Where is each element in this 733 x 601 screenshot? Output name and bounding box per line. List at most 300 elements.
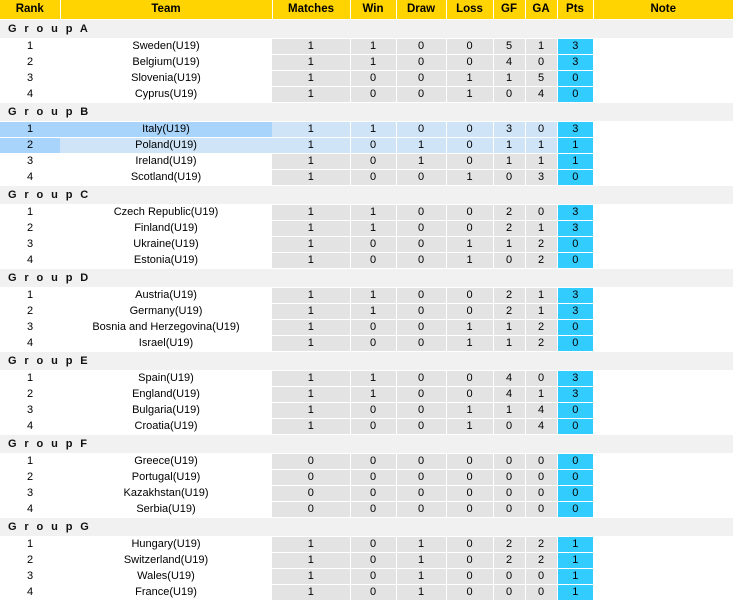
cell-draw: 0: [396, 237, 446, 253]
cell-pts: 0: [557, 336, 593, 352]
cell-matches: 1: [272, 371, 350, 387]
cell-draw: 0: [396, 336, 446, 352]
cell-ga: 1: [525, 387, 557, 403]
cell-gf: 1: [493, 138, 525, 154]
cell-matches: 0: [272, 502, 350, 518]
cell-pts: 0: [557, 170, 593, 186]
cell-team[interactable]: Switzerland(U19): [60, 553, 272, 569]
cell-rank: 4: [0, 502, 60, 518]
table-row[interactable]: [0, 154, 733, 170]
cell-note: [593, 320, 733, 336]
cell-note: [593, 87, 733, 103]
cell-gf: 1: [493, 154, 525, 170]
cell-matches: 0: [272, 486, 350, 502]
cell-loss: 1: [446, 87, 493, 103]
cell-win: 0: [350, 502, 396, 518]
cell-loss: 1: [446, 320, 493, 336]
cell-team[interactable]: Italy(U19): [60, 122, 272, 138]
cell-matches: 1: [272, 154, 350, 170]
cell-note: [593, 71, 733, 87]
cell-draw: 0: [396, 470, 446, 486]
cell-loss: 1: [446, 403, 493, 419]
table-row[interactable]: [0, 403, 733, 419]
cell-ga: 0: [525, 502, 557, 518]
cell-win: 1: [350, 387, 396, 403]
cell-team[interactable]: Greece(U19): [60, 454, 272, 470]
cell-rank: 1: [0, 288, 60, 304]
cell-note: [593, 138, 733, 154]
group-label: G r o u p G: [0, 518, 733, 537]
cell-note: [593, 553, 733, 569]
cell-note: [593, 502, 733, 518]
cell-draw: 0: [396, 371, 446, 387]
column-header-ga[interactable]: GA: [525, 0, 557, 20]
cell-win: 0: [350, 71, 396, 87]
cell-note: [593, 122, 733, 138]
cell-ga: 0: [525, 470, 557, 486]
table-row[interactable]: [0, 205, 733, 221]
cell-ga: 0: [525, 371, 557, 387]
cell-gf: 2: [493, 221, 525, 237]
cell-pts: 1: [557, 585, 593, 601]
cell-note: [593, 237, 733, 253]
table-header: [0, 0, 733, 20]
cell-ga: 4: [525, 403, 557, 419]
cell-team[interactable]: Kazakhstan(U19): [60, 486, 272, 502]
cell-rank: 2: [0, 221, 60, 237]
cell-gf: 2: [493, 288, 525, 304]
cell-matches: 1: [272, 71, 350, 87]
cell-win: 1: [350, 122, 396, 138]
cell-team[interactable]: Slovenia(U19): [60, 71, 272, 87]
cell-matches: 1: [272, 569, 350, 585]
table-row[interactable]: [0, 55, 733, 71]
cell-gf: 2: [493, 537, 525, 553]
column-header-matches[interactable]: Matches: [272, 0, 350, 20]
group-header-row: [0, 518, 733, 537]
cell-matches: 1: [272, 170, 350, 186]
table-row[interactable]: [0, 537, 733, 553]
cell-ga: 2: [525, 320, 557, 336]
cell-ga: 4: [525, 87, 557, 103]
cell-draw: 0: [396, 387, 446, 403]
table-row[interactable]: [0, 336, 733, 352]
cell-pts: 0: [557, 71, 593, 87]
cell-loss: 1: [446, 419, 493, 435]
cell-ga: 1: [525, 154, 557, 170]
table-body: [0, 20, 733, 601]
cell-matches: 1: [272, 585, 350, 601]
cell-loss: 0: [446, 39, 493, 55]
cell-rank: 4: [0, 253, 60, 269]
cell-loss: 0: [446, 154, 493, 170]
cell-rank: 1: [0, 205, 60, 221]
cell-note: [593, 288, 733, 304]
cell-rank: 4: [0, 419, 60, 435]
cell-team[interactable]: Ireland(U19): [60, 154, 272, 170]
cell-team[interactable]: Austria(U19): [60, 288, 272, 304]
cell-draw: 1: [396, 585, 446, 601]
cell-draw: 0: [396, 288, 446, 304]
cell-team[interactable]: Czech Republic(U19): [60, 205, 272, 221]
cell-matches: 1: [272, 419, 350, 435]
cell-rank: 1: [0, 537, 60, 553]
table-row[interactable]: [0, 304, 733, 320]
group-header-row: [0, 269, 733, 288]
cell-ga: 2: [525, 237, 557, 253]
cell-loss: 0: [446, 221, 493, 237]
cell-team[interactable]: Scotland(U19): [60, 170, 272, 186]
cell-win: 0: [350, 154, 396, 170]
cell-team[interactable]: Bosnia and Herzegovina(U19): [60, 320, 272, 336]
cell-pts: 1: [557, 569, 593, 585]
group-label: G r o u p A: [0, 20, 733, 39]
cell-win: 1: [350, 205, 396, 221]
cell-team[interactable]: Finland(U19): [60, 221, 272, 237]
cell-draw: 0: [396, 486, 446, 502]
table-row[interactable]: [0, 39, 733, 55]
group-label: G r o u p D: [0, 269, 733, 288]
cell-note: [593, 39, 733, 55]
group-header-row: [0, 352, 733, 371]
cell-note: [593, 403, 733, 419]
cell-rank: 3: [0, 569, 60, 585]
cell-loss: 0: [446, 387, 493, 403]
cell-team[interactable]: Sweden(U19): [60, 39, 272, 55]
cell-draw: 0: [396, 39, 446, 55]
cell-ga: 3: [525, 170, 557, 186]
cell-matches: 1: [272, 336, 350, 352]
table-row[interactable]: [0, 371, 733, 387]
cell-gf: 2: [493, 304, 525, 320]
cell-matches: 1: [272, 237, 350, 253]
cell-team[interactable]: Germany(U19): [60, 304, 272, 320]
cell-pts: 3: [557, 371, 593, 387]
table-row[interactable]: [0, 122, 733, 138]
cell-draw: 0: [396, 419, 446, 435]
table-row[interactable]: [0, 454, 733, 470]
cell-note: [593, 569, 733, 585]
cell-matches: 1: [272, 537, 350, 553]
cell-win: 0: [350, 553, 396, 569]
cell-matches: 1: [272, 288, 350, 304]
cell-loss: 0: [446, 55, 493, 71]
table-row[interactable]: [0, 87, 733, 103]
cell-loss: 0: [446, 537, 493, 553]
cell-matches: 1: [272, 39, 350, 55]
column-header-team[interactable]: Team: [60, 0, 272, 20]
cell-matches: 1: [272, 87, 350, 103]
cell-note: [593, 170, 733, 186]
cell-gf: 0: [493, 569, 525, 585]
table-row[interactable]: [0, 419, 733, 435]
cell-loss: 0: [446, 138, 493, 154]
cell-matches: 1: [272, 122, 350, 138]
cell-loss: 0: [446, 502, 493, 518]
cell-pts: 3: [557, 304, 593, 320]
cell-rank: 2: [0, 304, 60, 320]
cell-win: 0: [350, 470, 396, 486]
cell-ga: 2: [525, 553, 557, 569]
cell-pts: 0: [557, 87, 593, 103]
table-row[interactable]: [0, 569, 733, 585]
cell-rank: 3: [0, 237, 60, 253]
cell-pts: 1: [557, 154, 593, 170]
cell-win: 0: [350, 253, 396, 269]
cell-gf: 0: [493, 486, 525, 502]
cell-ga: 0: [525, 205, 557, 221]
group-label: G r o u p B: [0, 103, 733, 122]
cell-team[interactable]: Estonia(U19): [60, 253, 272, 269]
cell-team[interactable]: Bulgaria(U19): [60, 403, 272, 419]
cell-win: 1: [350, 288, 396, 304]
cell-matches: 1: [272, 403, 350, 419]
cell-note: [593, 336, 733, 352]
cell-ga: 2: [525, 336, 557, 352]
cell-pts: 3: [557, 288, 593, 304]
group-label: G r o u p E: [0, 352, 733, 371]
cell-ga: 0: [525, 454, 557, 470]
cell-rank: 2: [0, 55, 60, 71]
group-label: G r o u p C: [0, 186, 733, 205]
cell-win: 0: [350, 237, 396, 253]
cell-pts: 0: [557, 237, 593, 253]
cell-pts: 0: [557, 470, 593, 486]
cell-win: 1: [350, 371, 396, 387]
cell-gf: 1: [493, 336, 525, 352]
cell-loss: 0: [446, 304, 493, 320]
cell-ga: 1: [525, 288, 557, 304]
cell-win: 0: [350, 320, 396, 336]
cell-note: [593, 221, 733, 237]
cell-team[interactable]: Croatia(U19): [60, 419, 272, 435]
cell-rank: 1: [0, 454, 60, 470]
cell-draw: 0: [396, 122, 446, 138]
cell-loss: 1: [446, 336, 493, 352]
cell-team[interactable]: Hungary(U19): [60, 537, 272, 553]
cell-matches: 0: [272, 454, 350, 470]
cell-note: [593, 454, 733, 470]
cell-gf: 0: [493, 253, 525, 269]
table-row[interactable]: [0, 585, 733, 601]
cell-pts: 0: [557, 320, 593, 336]
cell-matches: 1: [272, 253, 350, 269]
cell-win: 0: [350, 454, 396, 470]
cell-win: 0: [350, 138, 396, 154]
column-header-draw[interactable]: Draw: [396, 0, 446, 20]
cell-rank: 4: [0, 170, 60, 186]
cell-pts: 3: [557, 122, 593, 138]
cell-matches: 1: [272, 138, 350, 154]
cell-win: 0: [350, 87, 396, 103]
cell-pts: 0: [557, 502, 593, 518]
cell-loss: 1: [446, 170, 493, 186]
cell-win: 0: [350, 569, 396, 585]
table-row[interactable]: [0, 253, 733, 269]
cell-rank: 3: [0, 486, 60, 502]
cell-note: [593, 253, 733, 269]
cell-rank: 4: [0, 336, 60, 352]
cell-draw: 1: [396, 154, 446, 170]
cell-gf: 5: [493, 39, 525, 55]
table-row[interactable]: [0, 221, 733, 237]
cell-rank: 2: [0, 553, 60, 569]
cell-ga: 0: [525, 585, 557, 601]
column-header-gf[interactable]: GF: [493, 0, 525, 20]
cell-ga: 0: [525, 122, 557, 138]
cell-team[interactable]: Serbia(U19): [60, 502, 272, 518]
cell-ga: 1: [525, 221, 557, 237]
table-row[interactable]: [0, 387, 733, 403]
cell-win: 0: [350, 537, 396, 553]
cell-team[interactable]: Portugal(U19): [60, 470, 272, 486]
cell-rank: 1: [0, 122, 60, 138]
cell-gf: 1: [493, 237, 525, 253]
cell-team[interactable]: England(U19): [60, 387, 272, 403]
cell-draw: 0: [396, 253, 446, 269]
cell-team[interactable]: Poland(U19): [60, 138, 272, 154]
column-header-win[interactable]: Win: [350, 0, 396, 20]
cell-pts: 3: [557, 39, 593, 55]
cell-draw: 0: [396, 454, 446, 470]
cell-rank: 1: [0, 39, 60, 55]
cell-pts: 0: [557, 486, 593, 502]
cell-pts: 0: [557, 419, 593, 435]
cell-matches: 1: [272, 221, 350, 237]
cell-note: [593, 486, 733, 502]
column-header-rank[interactable]: Rank: [0, 0, 60, 20]
cell-note: [593, 537, 733, 553]
cell-loss: 1: [446, 71, 493, 87]
cell-loss: 0: [446, 470, 493, 486]
cell-matches: 1: [272, 387, 350, 403]
cell-note: [593, 371, 733, 387]
table-row[interactable]: [0, 237, 733, 253]
cell-win: 0: [350, 170, 396, 186]
column-header-note: Note: [593, 0, 733, 20]
cell-pts: 3: [557, 55, 593, 71]
table-row[interactable]: [0, 502, 733, 518]
cell-draw: 1: [396, 569, 446, 585]
column-header-pts[interactable]: Pts: [557, 0, 593, 20]
cell-win: 1: [350, 221, 396, 237]
cell-win: 0: [350, 419, 396, 435]
cell-gf: 1: [493, 403, 525, 419]
cell-draw: 0: [396, 55, 446, 71]
group-label: G r o u p F: [0, 435, 733, 454]
cell-loss: 0: [446, 371, 493, 387]
cell-loss: 0: [446, 122, 493, 138]
cell-gf: 4: [493, 387, 525, 403]
cell-draw: 1: [396, 537, 446, 553]
cell-loss: 1: [446, 237, 493, 253]
cell-gf: 0: [493, 454, 525, 470]
cell-pts: 1: [557, 537, 593, 553]
table-row[interactable]: [0, 170, 733, 186]
cell-rank: 3: [0, 403, 60, 419]
cell-rank: 3: [0, 71, 60, 87]
cell-ga: 1: [525, 39, 557, 55]
table-row[interactable]: [0, 470, 733, 486]
cell-win: 0: [350, 336, 396, 352]
cell-note: [593, 585, 733, 601]
table-row[interactable]: [0, 320, 733, 336]
cell-gf: 0: [493, 170, 525, 186]
cell-pts: 1: [557, 138, 593, 154]
cell-gf: 0: [493, 419, 525, 435]
cell-pts: 3: [557, 221, 593, 237]
cell-draw: 0: [396, 320, 446, 336]
cell-pts: 0: [557, 454, 593, 470]
cell-team[interactable]: France(U19): [60, 585, 272, 601]
cell-gf: 4: [493, 371, 525, 387]
cell-gf: 0: [493, 585, 525, 601]
table-row[interactable]: [0, 71, 733, 87]
cell-gf: 3: [493, 122, 525, 138]
group-header-row: [0, 20, 733, 39]
cell-rank: 3: [0, 154, 60, 170]
table-row[interactable]: [0, 486, 733, 502]
cell-loss: 0: [446, 205, 493, 221]
cell-win: 1: [350, 304, 396, 320]
cell-team[interactable]: Ukraine(U19): [60, 237, 272, 253]
cell-ga: 5: [525, 71, 557, 87]
cell-matches: 0: [272, 470, 350, 486]
cell-matches: 1: [272, 55, 350, 71]
column-header-loss[interactable]: Loss: [446, 0, 493, 20]
cell-draw: 0: [396, 205, 446, 221]
group-header-row: [0, 186, 733, 205]
cell-ga: 1: [525, 304, 557, 320]
cell-team[interactable]: Wales(U19): [60, 569, 272, 585]
cell-matches: 1: [272, 553, 350, 569]
cell-matches: 1: [272, 304, 350, 320]
cell-gf: 4: [493, 55, 525, 71]
cell-loss: 0: [446, 486, 493, 502]
cell-note: [593, 419, 733, 435]
cell-note: [593, 470, 733, 486]
cell-ga: 2: [525, 537, 557, 553]
cell-draw: 0: [396, 221, 446, 237]
cell-ga: 2: [525, 253, 557, 269]
cell-draw: 0: [396, 304, 446, 320]
cell-loss: 1: [446, 253, 493, 269]
cell-team[interactable]: Belgium(U19): [60, 55, 272, 71]
cell-team[interactable]: Israel(U19): [60, 336, 272, 352]
table-row[interactable]: [0, 138, 733, 154]
cell-draw: 0: [396, 87, 446, 103]
cell-gf: 0: [493, 87, 525, 103]
cell-pts: 0: [557, 253, 593, 269]
cell-ga: 4: [525, 419, 557, 435]
cell-gf: 1: [493, 320, 525, 336]
cell-team[interactable]: Cyprus(U19): [60, 87, 272, 103]
cell-gf: 2: [493, 205, 525, 221]
cell-note: [593, 205, 733, 221]
cell-loss: 0: [446, 454, 493, 470]
cell-rank: 4: [0, 585, 60, 601]
table-row[interactable]: [0, 288, 733, 304]
cell-win: 1: [350, 39, 396, 55]
cell-gf: 0: [493, 470, 525, 486]
cell-rank: 1: [0, 371, 60, 387]
cell-draw: 0: [396, 403, 446, 419]
cell-team[interactable]: Spain(U19): [60, 371, 272, 387]
group-header-row: [0, 103, 733, 122]
cell-gf: 2: [493, 553, 525, 569]
cell-matches: 1: [272, 320, 350, 336]
table-row[interactable]: [0, 553, 733, 569]
